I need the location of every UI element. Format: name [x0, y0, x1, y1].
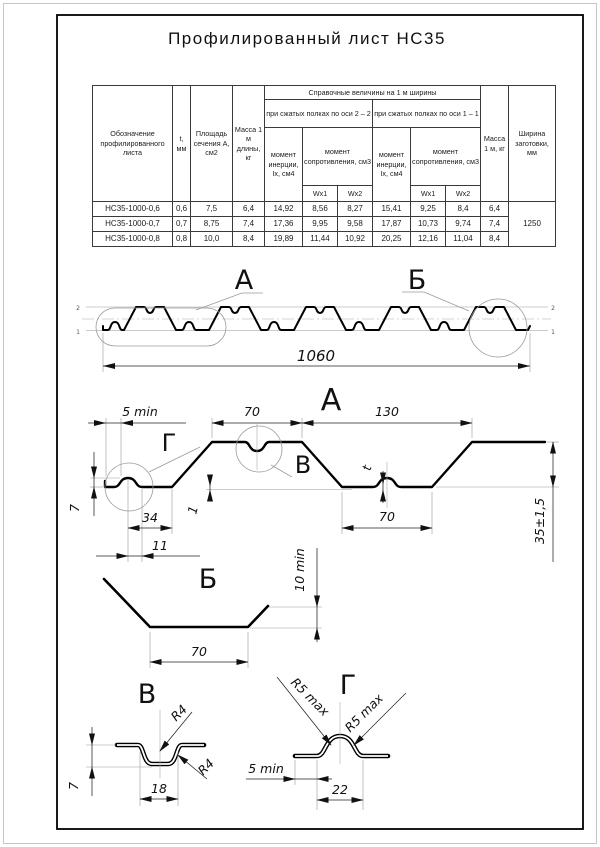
- table-cell: 11,44: [303, 232, 338, 247]
- detail-g-label: Г: [339, 670, 357, 701]
- header-reference-group: Справочные величины на 1 м ширины: [265, 86, 481, 100]
- header-wx2: Wx2: [338, 186, 373, 202]
- table-cell: 17,87: [373, 217, 411, 232]
- callout-g-label: Г: [161, 429, 177, 457]
- dim-thickness: t: [358, 463, 375, 473]
- header-axis11: при сжатых полках по оси 1 – 1: [373, 100, 481, 128]
- table-cell: 8,75: [191, 217, 233, 232]
- drawing-title: Профилированный лист НС35: [168, 29, 446, 48]
- table-cell-blank-width: 1250: [509, 202, 556, 247]
- table-cell: 6,4: [481, 202, 509, 217]
- dim-width: 22: [332, 782, 348, 797]
- radius-right-label: R5 max: [341, 690, 387, 736]
- detail-a-label: А: [320, 383, 342, 418]
- table-cell: 10,0: [191, 232, 233, 247]
- dim-valley: 70: [379, 509, 395, 524]
- table-cell: 14,92: [265, 202, 303, 217]
- radius-left-label: R5 max: [287, 674, 333, 720]
- table-cell: НС35-1000-0,8: [93, 232, 173, 247]
- header-mass-length: Масса 1 м длины, кг: [233, 86, 265, 202]
- radius-bottom-label: R4: [194, 755, 218, 779]
- table-cell: 8,4: [233, 232, 265, 247]
- dim-depth: 7: [66, 782, 81, 790]
- axis-2-label: 2: [76, 305, 80, 312]
- table-cell: 8,27: [338, 202, 373, 217]
- table-cell: 19,89: [265, 232, 303, 247]
- table-cell: 20,25: [373, 232, 411, 247]
- header-inertia-11: момент инерции, Ix, см4: [373, 128, 411, 202]
- table-cell: 7,4: [481, 217, 509, 232]
- table-cell: 10,92: [338, 232, 373, 247]
- table-cell: 6,4: [233, 202, 265, 217]
- table-cell: 9,58: [338, 217, 373, 232]
- header-resistance-11: момент сопротивления, см3: [411, 128, 481, 186]
- dim-edge-offset: 11: [152, 538, 168, 553]
- table-cell: 8,4: [446, 202, 481, 217]
- table-cell: 0,8: [173, 232, 191, 247]
- header-thickness: t, мм: [173, 86, 191, 202]
- table-cell: 9,95: [303, 217, 338, 232]
- header-axis22: при сжатых полках по оси 2 – 2: [265, 100, 373, 128]
- callout-v-circle: [236, 426, 282, 472]
- sheet-profile-path: [103, 307, 530, 330]
- dim-crest: 70: [244, 404, 260, 419]
- table-cell: 11,04: [446, 232, 481, 247]
- section-b-label: Б: [407, 265, 427, 296]
- dim-edge: 5 min: [248, 761, 284, 776]
- detail-a-drawing: [67, 383, 559, 562]
- detail-v-drawing: [66, 679, 217, 806]
- detail-v-label: В: [137, 679, 157, 710]
- table-cell: 0,6: [173, 202, 191, 217]
- table-cell: 10,73: [411, 217, 446, 232]
- header-mass: Масса 1 м, кг: [481, 86, 509, 202]
- table-cell: 7,4: [233, 217, 265, 232]
- header-wx1: Wx1: [411, 186, 446, 202]
- detail-v-sheet-core: [117, 745, 204, 764]
- detail-b-profile-path: [104, 579, 268, 627]
- table-cell: НС35-1000-0,7: [93, 217, 173, 232]
- overview-drawing: [76, 265, 555, 372]
- dim-flange-step: 1: [184, 504, 201, 516]
- dim-total-width: 1060: [296, 347, 336, 365]
- axis-1-label: 1: [76, 329, 80, 336]
- table-cell: НС35-1000-0,6: [93, 202, 173, 217]
- dim-bottom: 70: [191, 644, 207, 659]
- table-cell: 7,5: [191, 202, 233, 217]
- table-cell: 12,16: [411, 232, 446, 247]
- axis-1-label: 1: [551, 329, 555, 336]
- header-wx1: Wx1: [303, 186, 338, 202]
- header-wx2: Wx2: [446, 186, 481, 202]
- detail-b-drawing: [104, 548, 322, 668]
- header-resistance-22: момент сопротивления, см3: [303, 128, 373, 186]
- header-inertia-22: момент инерции, Ix, см4: [265, 128, 303, 202]
- table-cell: 9,25: [411, 202, 446, 217]
- detail-g-sheet-core: [295, 736, 388, 756]
- callout-a-ellipse: [96, 308, 226, 346]
- detail-b-label: Б: [198, 564, 218, 595]
- table-cell: 9,74: [446, 217, 481, 232]
- detail-g-profile-path: [295, 736, 388, 756]
- radius-top-label: R4: [167, 701, 191, 725]
- dim-height: 35±1,5: [532, 497, 547, 545]
- table-cell: 15,41: [373, 202, 411, 217]
- dim-pitch: 130: [375, 404, 399, 419]
- table-cell: 0,7: [173, 217, 191, 232]
- header-area: Площадь сечения А, см2: [191, 86, 233, 202]
- table-cell: 8,4: [481, 232, 509, 247]
- dim-width: 18: [151, 781, 167, 796]
- detail-v-profile-path: [117, 745, 204, 764]
- dim-bump-to-slope: 34: [142, 510, 158, 525]
- callout-v-label: В: [294, 451, 312, 479]
- table-cell: 17,36: [265, 217, 303, 232]
- header-blank-width: Ширина заготовки, мм: [509, 86, 556, 202]
- detail-g-drawing: [246, 670, 406, 810]
- header-designation: Обозначение профилированного листа: [93, 86, 173, 202]
- callout-v-leader: [271, 465, 292, 477]
- dim-bump-height: 7: [67, 504, 82, 512]
- axis-2-label: 2: [551, 305, 555, 312]
- table-cell: 8,56: [303, 202, 338, 217]
- section-a-label: А: [234, 265, 254, 296]
- dim-overlap: 10 min: [292, 548, 307, 592]
- dim-edge: 5 min: [122, 404, 158, 419]
